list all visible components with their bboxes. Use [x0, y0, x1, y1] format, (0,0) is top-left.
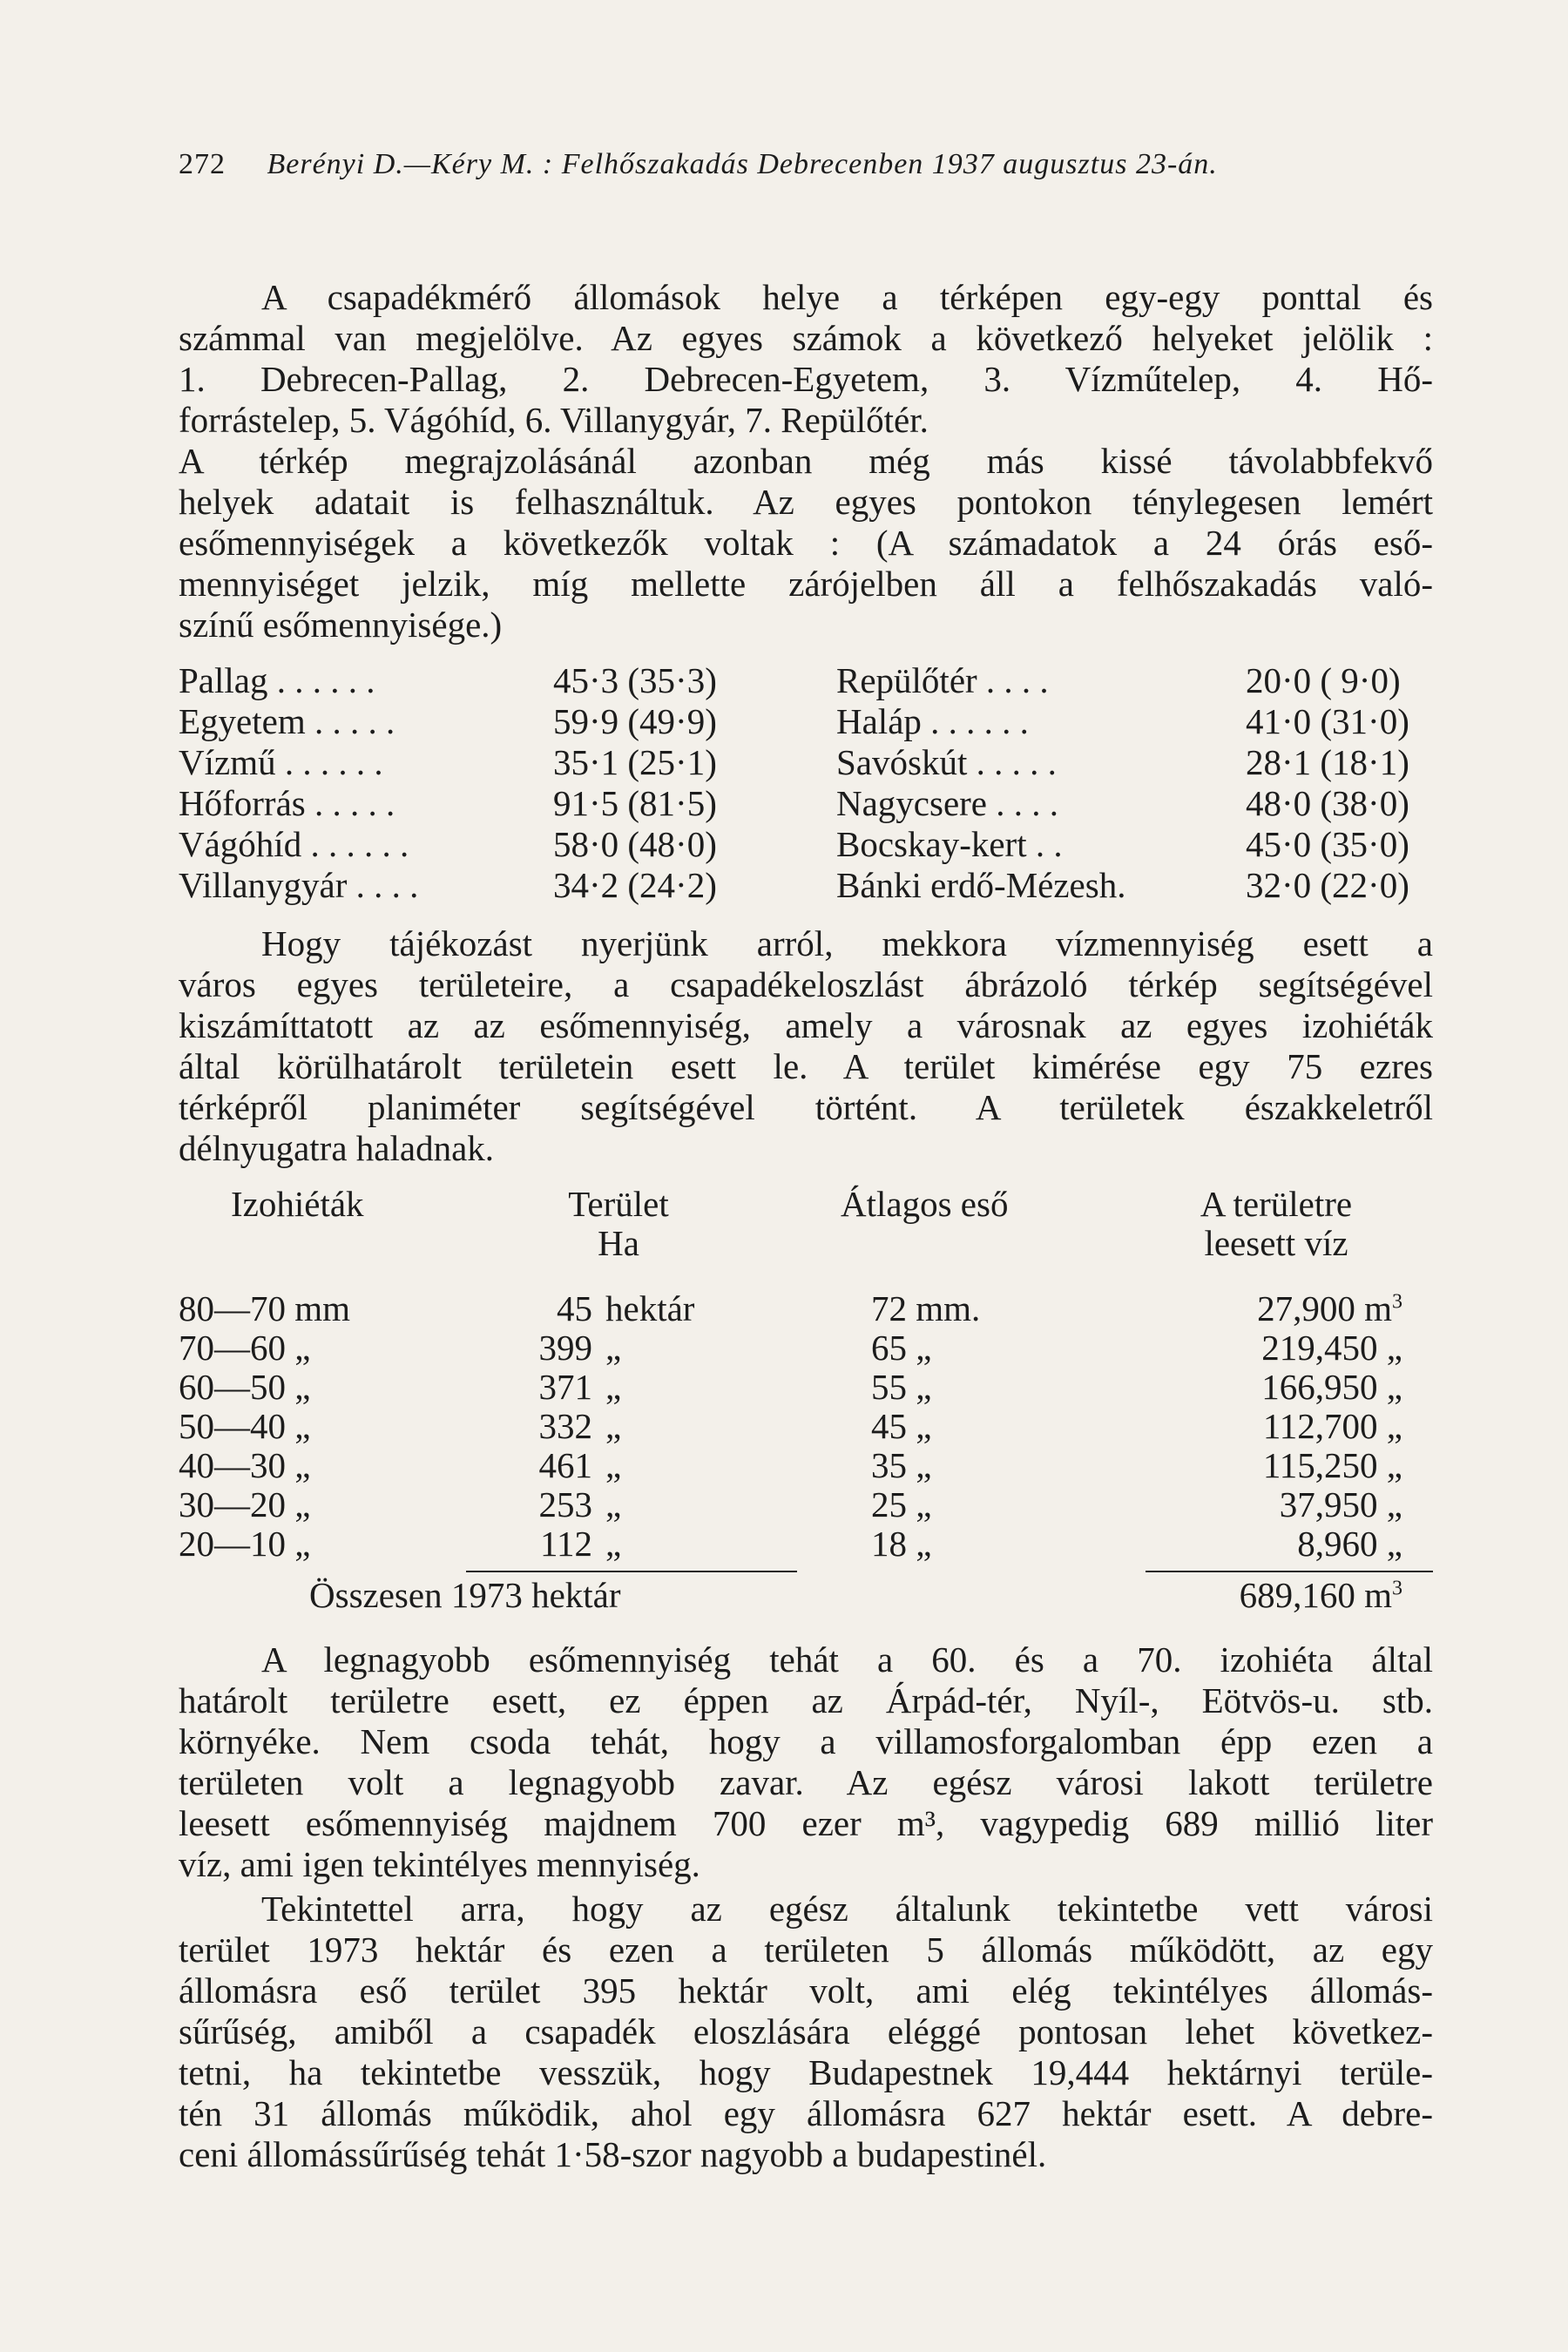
- middle-paragraph: [179, 923, 1433, 1169]
- volume-value: 115,250 „: [1262, 1445, 1402, 1485]
- text-line: víz, ami igen tekintélyes mennyiség.: [179, 1844, 700, 1884]
- header-water: [1137, 1185, 1416, 1263]
- header-water-line2: leesett víz: [1204, 1223, 1348, 1263]
- sum-rule: [466, 1571, 797, 1572]
- text-line: számmal van megjelölve. Az egyes számok a következő helyeket jelölik :: [179, 318, 1433, 358]
- area-value: 45: [557, 1288, 592, 1328]
- volume-text: 27,900 m: [1257, 1288, 1392, 1328]
- avg-rain-value: 45 „: [871, 1406, 932, 1446]
- text-line: Tekintettel arra, hogy az egész általunk tekintetbe vett városi: [261, 1889, 1433, 1929]
- avg-rain-value: 18 „: [871, 1524, 932, 1564]
- area-unit: „: [605, 1328, 622, 1368]
- area-unit: „: [605, 1484, 622, 1524]
- station-name: Bánki erdő-Mézesh.: [836, 865, 1126, 905]
- total-volume-sup: 3: [1392, 1577, 1402, 1600]
- area-unit: hektár: [605, 1288, 695, 1328]
- text-line: A csapadékmérő állomások helye a térképen egy-egy ponttal és: [261, 277, 1433, 317]
- paragraph-3: [179, 1639, 1433, 1885]
- total-volume: [1124, 1576, 1402, 1615]
- table-row: [179, 1289, 1433, 1328]
- volume-value: [1124, 1289, 1402, 1328]
- table-row: [179, 742, 1433, 783]
- station-value: 20·0 ( 9·0): [1246, 660, 1401, 700]
- area-value: 253: [538, 1484, 592, 1524]
- isohyet-range: 60—50 „: [179, 1367, 311, 1407]
- volume-value: 166,950 „: [1261, 1367, 1402, 1407]
- station-name: Egyetem . . . . .: [179, 701, 395, 741]
- table-row: [179, 701, 1433, 742]
- text-line: ceni állomássűrűség tehát 1·58-szor nagyobb a budapestinél.: [179, 2134, 1047, 2174]
- table-row: [179, 1446, 1433, 1485]
- table-row: [179, 1524, 1433, 1564]
- station-name: Nagycsere . . . .: [836, 783, 1059, 823]
- station-value: 48·0 (38·0): [1246, 783, 1409, 823]
- station-value: 45·3 (35·3): [553, 660, 717, 700]
- header-water-line1: A területre: [1200, 1184, 1353, 1224]
- table-row: [179, 660, 1433, 701]
- text-line: színű esőmennyisége.): [179, 605, 503, 645]
- total-volume-text: 689,160 m: [1239, 1575, 1392, 1615]
- table-row: [179, 1328, 1433, 1368]
- isohyet-range: 30—20 „: [179, 1484, 311, 1524]
- table-row: [179, 1485, 1433, 1524]
- text-line: város egyes területeire, a csapadékeloszlást ábrázoló térkép segítségével: [179, 964, 1433, 1004]
- station-value: 45·0 (35·0): [1246, 824, 1409, 864]
- text-line: területen volt a legnagyobb zavar. Az egész városi lakott területre: [179, 1762, 1433, 1802]
- text-line: leesett esőmennyiség majdnem 700 ezer m³, vagypedig 689 millió liter: [179, 1803, 1433, 1843]
- avg-rain-value: 35 „: [871, 1445, 932, 1485]
- header-isohyet: Izohiéták: [231, 1184, 364, 1224]
- station-value: 32·0 (22·0): [1246, 865, 1409, 905]
- station-value: 59·9 (49·9): [553, 701, 717, 741]
- running-title: Berényi D.—Kéry M. : Felhőszakadás Debrecenben 1937 augusztus 23-án.: [267, 148, 1218, 180]
- volume-value: 8,960 „: [1297, 1524, 1402, 1564]
- station-name: Vízmű . . . . . .: [179, 742, 383, 782]
- total-row: [179, 1571, 1433, 1619]
- running-header: [179, 148, 1433, 181]
- text-line: által körülhatárolt területein esett le. A terület kimérése egy 75 ezres: [179, 1046, 1433, 1086]
- text-line: térképről planiméter segítségével történt. A területek északkeletről: [179, 1087, 1433, 1127]
- text-line: mennyiséget jelzik, míg mellette zárójelben áll a felhőszakadás való-: [179, 564, 1433, 604]
- station-name: Pallag . . . . . .: [179, 660, 375, 700]
- station-value: 58·0 (48·0): [553, 824, 717, 864]
- text-line: sűrűség, amiből a csapadék eloszlására eléggé pontosan lehet következ-: [179, 2011, 1433, 2051]
- station-name: Bocskay-kert . .: [836, 824, 1063, 864]
- table-row: [179, 865, 1433, 906]
- area-unit: „: [605, 1406, 622, 1446]
- header-area: [523, 1185, 714, 1263]
- volume-value: 37,950 „: [1279, 1484, 1402, 1524]
- volume-value: 112,700 „: [1262, 1406, 1402, 1446]
- text-line: terület 1973 hektár és ezen a területen 5 állomás működött, az egy: [179, 1930, 1433, 1970]
- text-line: tetni, ha tekintetbe vesszük, hogy Budapestnek 19,444 hektárnyi terüle-: [179, 2052, 1433, 2092]
- area-value: 371: [538, 1367, 592, 1407]
- avg-rain-value: 72 mm.: [871, 1288, 981, 1328]
- text-line: A legnagyobb esőmennyiség tehát a 60. és a 70. izohiéta által: [261, 1639, 1433, 1680]
- area-unit: „: [605, 1524, 622, 1564]
- intro-paragraph: [179, 277, 1433, 645]
- avg-rain-value: 55 „: [871, 1367, 932, 1407]
- station-name: Villanygyár . . . .: [179, 865, 419, 905]
- header-avg-rain: Átlagos eső: [841, 1184, 1009, 1224]
- area-value: 332: [538, 1406, 592, 1446]
- table-row: [179, 1407, 1433, 1446]
- avg-rain-value: 65 „: [871, 1328, 932, 1368]
- isohyet-range: 70—60 „: [179, 1328, 311, 1368]
- text-line: tén 31 állomás működik, ahol egy állomásra 627 hektár esett. A debre-: [179, 2093, 1433, 2133]
- text-line: 1. Debrecen-Pallag, 2. Debrecen-Egyetem, 3. Vízműtelep, 4. Hő-: [179, 359, 1433, 399]
- text-line: esőmennyiségek a következők voltak : (A számadatok a 24 órás eső-: [179, 523, 1433, 563]
- table-row: [179, 1368, 1433, 1407]
- page-number: 272: [179, 148, 226, 180]
- paragraph-4: [179, 1889, 1433, 2175]
- isohyet-range: 50—40 „: [179, 1406, 311, 1446]
- text-line: délnyugatra haladnak.: [179, 1128, 495, 1168]
- station-value: 41·0 (31·0): [1246, 701, 1409, 741]
- sum-rule: [1146, 1571, 1433, 1572]
- area-unit: „: [605, 1445, 622, 1485]
- text-line: környéke. Nem csoda tehát, hogy a villamosforgalomban épp ezen a: [179, 1721, 1433, 1761]
- header-area-line1: Terület: [568, 1184, 669, 1224]
- isohyet-table: [179, 1185, 1433, 1619]
- text-line: Hogy tájékozást nyerjünk arról, mekkora vízmennyiség esett a: [261, 923, 1433, 963]
- area-value: 461: [538, 1445, 592, 1485]
- station-rainfall-table: [179, 660, 1433, 906]
- isohyet-range: 80—70 mm: [179, 1288, 351, 1328]
- table-row: [179, 783, 1433, 824]
- station-name: Haláp . . . . . .: [836, 701, 1029, 741]
- text-line: állomásra eső terület 395 hektár volt, ami elég tekintélyes állomás-: [179, 1970, 1433, 2011]
- text-line: A térkép megrajzolásánál azonban még más kissé távolabbfekvő: [179, 441, 1433, 481]
- text-line: forrástelep, 5. Vágóhíd, 6. Villanygyár, 7. Repülőtér.: [179, 400, 929, 440]
- text-line: kiszámíttatott az az esőmennyiség, amely a városnak az egyes izohiéták: [179, 1005, 1433, 1045]
- avg-rain-value: 25 „: [871, 1484, 932, 1524]
- isohyet-range: 20—10 „: [179, 1524, 311, 1564]
- table-row: [179, 824, 1433, 865]
- station-name: Savóskút . . . . .: [836, 742, 1057, 782]
- area-value: 112: [540, 1524, 592, 1564]
- station-name: Repülőtér . . . .: [836, 660, 1049, 700]
- total-label: Összesen 1973 hektár: [309, 1575, 621, 1615]
- volume-sup: 3: [1392, 1290, 1402, 1314]
- station-value: 91·5 (81·5): [553, 783, 717, 823]
- table-header: [179, 1185, 1433, 1289]
- header-area-line2: Ha: [598, 1223, 639, 1263]
- station-name: Hőforrás . . . . .: [179, 783, 395, 823]
- volume-value: 219,450 „: [1261, 1328, 1402, 1368]
- area-value: 399: [538, 1328, 592, 1368]
- text-line: határolt területre esett, ez éppen az Árpád-tér, Nyíl-, Eötvös-u. stb.: [179, 1680, 1433, 1720]
- station-value: 35·1 (25·1): [553, 742, 717, 782]
- station-value: 34·2 (24·2): [553, 865, 717, 905]
- station-name: Vágóhíd . . . . . .: [179, 824, 409, 864]
- text-line: helyek adatait is felhasználtuk. Az egyes pontokon ténylegesen lemért: [179, 482, 1433, 522]
- area-unit: „: [605, 1367, 622, 1407]
- isohyet-range: 40—30 „: [179, 1445, 311, 1485]
- station-value: 28·1 (18·1): [1246, 742, 1409, 782]
